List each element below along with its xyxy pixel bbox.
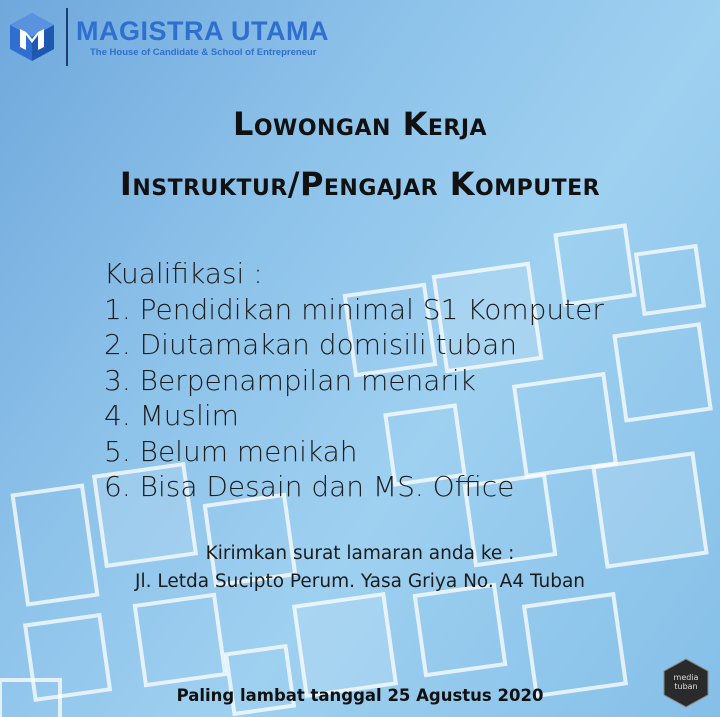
brand-tagline: The House of Candidate & School of Entrepreneur (90, 47, 317, 58)
brand-text (76, 16, 329, 58)
watermark-line-1: media (673, 673, 699, 682)
job-title-heading: Lowongan Kerja (232, 105, 488, 143)
qualification-item: 5. Belum menikah (104, 434, 358, 468)
job-position-heading: Instruktur/Pengajar Komputer (119, 165, 601, 203)
deadline-text: Paling lambat tanggal 25 Agustus 2020 (176, 686, 544, 705)
send-instruction: Kirimkan surat lamaran anda ke : (205, 543, 515, 564)
brand-name: MAGISTRA UTAMA (76, 16, 329, 46)
qualification-item: 2. Diutamakan domisili tuban (104, 328, 517, 361)
qualifications-list (104, 256, 604, 505)
media-tuban-watermark (660, 657, 712, 709)
qualifications-heading: Kualifikasi : (104, 257, 263, 290)
magistra-cube-logo-icon (6, 11, 58, 63)
watermark-line-2: tuban (674, 682, 698, 691)
qualification-item: 3. Berpenampilan menarik (104, 363, 476, 397)
qualification-item: 4. Muslim (104, 399, 239, 432)
qualification-item: 1. Pendidikan minimal S1 Komputer (104, 292, 604, 326)
send-address: Jl. Letda Sucipto Perum. Yasa Griya No. A4 Tuban (134, 571, 586, 592)
qualification-item: 6. Bisa Desain dan MS. Office (104, 470, 515, 503)
logo-divider (66, 8, 68, 66)
brand-header (6, 6, 329, 68)
